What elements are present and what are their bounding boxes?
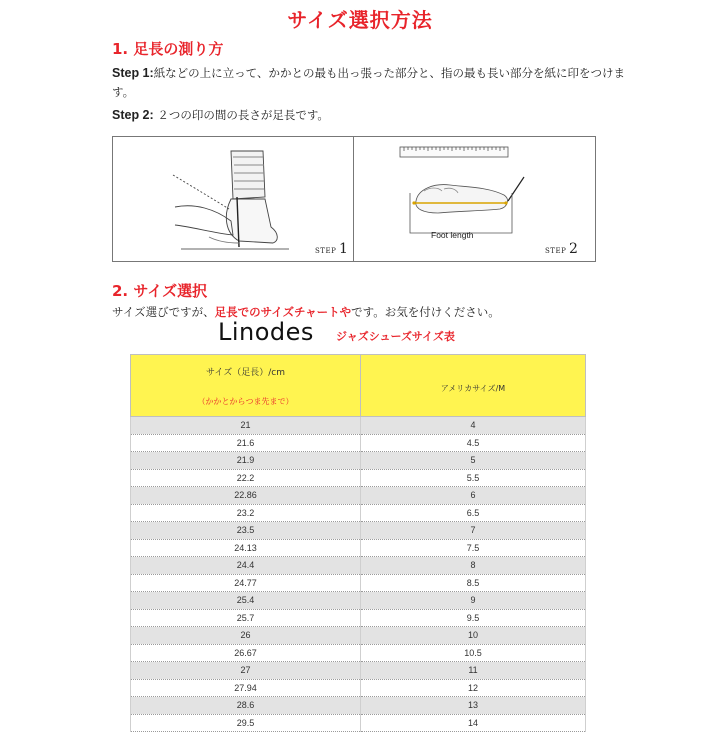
foot-length-cell: 24.13 <box>131 539 361 557</box>
table-row <box>131 469 586 487</box>
step2-caption: STEP 2 <box>545 241 579 257</box>
table-row <box>131 609 586 627</box>
us-size-cell: 6.5 <box>361 504 586 522</box>
foot-length-cell: 21.6 <box>131 434 361 452</box>
measurement-illustration <box>112 136 596 262</box>
table-row <box>131 539 586 557</box>
header-foot-length: サイズ（足長）/cm （かかとからつま先まで） <box>131 355 361 417</box>
header-us-size: アメリカサイズ/M <box>361 355 586 417</box>
table-row <box>131 679 586 697</box>
table-row <box>131 627 586 645</box>
us-size-cell: 10 <box>361 627 586 645</box>
us-size-cell: 5.5 <box>361 469 586 487</box>
table-row <box>131 434 586 452</box>
us-size-cell: 10.5 <box>361 644 586 662</box>
foot-length-cell: 27 <box>131 662 361 680</box>
foot-length-cell: 26.67 <box>131 644 361 662</box>
table-row <box>131 697 586 715</box>
foot-length-cell: 29.5 <box>131 714 361 732</box>
brand-name: Linodes <box>218 318 314 346</box>
table-row <box>131 452 586 470</box>
size-chart-table <box>130 354 586 732</box>
table-row <box>131 504 586 522</box>
foot-length-cell: 25.7 <box>131 609 361 627</box>
foot-length-label: Foot length <box>431 230 474 240</box>
table-row <box>131 592 586 610</box>
foot-length-cell: 25.4 <box>131 592 361 610</box>
table-row <box>131 522 586 540</box>
us-size-cell: 13 <box>361 697 586 715</box>
us-size-cell: 8 <box>361 557 586 575</box>
step1-instruction <box>112 64 632 102</box>
foot-length-cell: 24.4 <box>131 557 361 575</box>
foot-length-cell: 21.9 <box>131 452 361 470</box>
section-heading-size: 2. サイズ選択 <box>112 282 208 300</box>
foot-length-cell: 28.6 <box>131 697 361 715</box>
us-size-cell: 5 <box>361 452 586 470</box>
size-note: サイズ選びですが、足長でのサイズチャートやです。お気を付けください。 <box>112 305 500 319</box>
table-row <box>131 714 586 732</box>
us-size-cell: 11 <box>361 662 586 680</box>
step1-label: Step 1: <box>112 66 154 80</box>
table-row <box>131 644 586 662</box>
foot-length-cell: 27.94 <box>131 679 361 697</box>
step1-text: 紙などの上に立って、かかとの最も出っ張った部分と、指の最も長い部分を紙に印をつけます。 <box>112 66 625 99</box>
us-size-cell: 8.5 <box>361 574 586 592</box>
table-row <box>131 557 586 575</box>
table-row <box>131 574 586 592</box>
page-title: サイズ選択方法 <box>287 8 433 32</box>
us-size-cell: 6 <box>361 487 586 505</box>
table-row <box>131 417 586 435</box>
foot-length-cell: 23.5 <box>131 522 361 540</box>
us-size-cell: 9.5 <box>361 609 586 627</box>
foot-length-cell: 22.86 <box>131 487 361 505</box>
step2-instruction <box>112 106 329 125</box>
foot-length-cell: 23.2 <box>131 504 361 522</box>
size-note-emphasis: 足長でのサイズチャートや <box>214 305 352 319</box>
us-size-cell: 7.5 <box>361 539 586 557</box>
us-size-cell: 9 <box>361 592 586 610</box>
step2-text: ２つの印の間の長さが足長です。 <box>157 108 329 122</box>
step1-caption: STEP 1 <box>315 241 349 257</box>
us-size-cell: 7 <box>361 522 586 540</box>
table-row <box>131 662 586 680</box>
size-chart-title: ジャズシューズサイズ表 <box>336 330 455 343</box>
us-size-cell: 4.5 <box>361 434 586 452</box>
us-size-cell: 4 <box>361 417 586 435</box>
foot-length-cell: 22.2 <box>131 469 361 487</box>
step2-label: Step 2: <box>112 108 154 122</box>
table-row <box>131 487 586 505</box>
foot-length-cell: 21 <box>131 417 361 435</box>
us-size-cell: 14 <box>361 714 586 732</box>
foot-length-cell: 24.77 <box>131 574 361 592</box>
section-heading-measure: 1. 足長の測り方 <box>112 40 224 58</box>
foot-length-cell: 26 <box>131 627 361 645</box>
us-size-cell: 12 <box>361 679 586 697</box>
